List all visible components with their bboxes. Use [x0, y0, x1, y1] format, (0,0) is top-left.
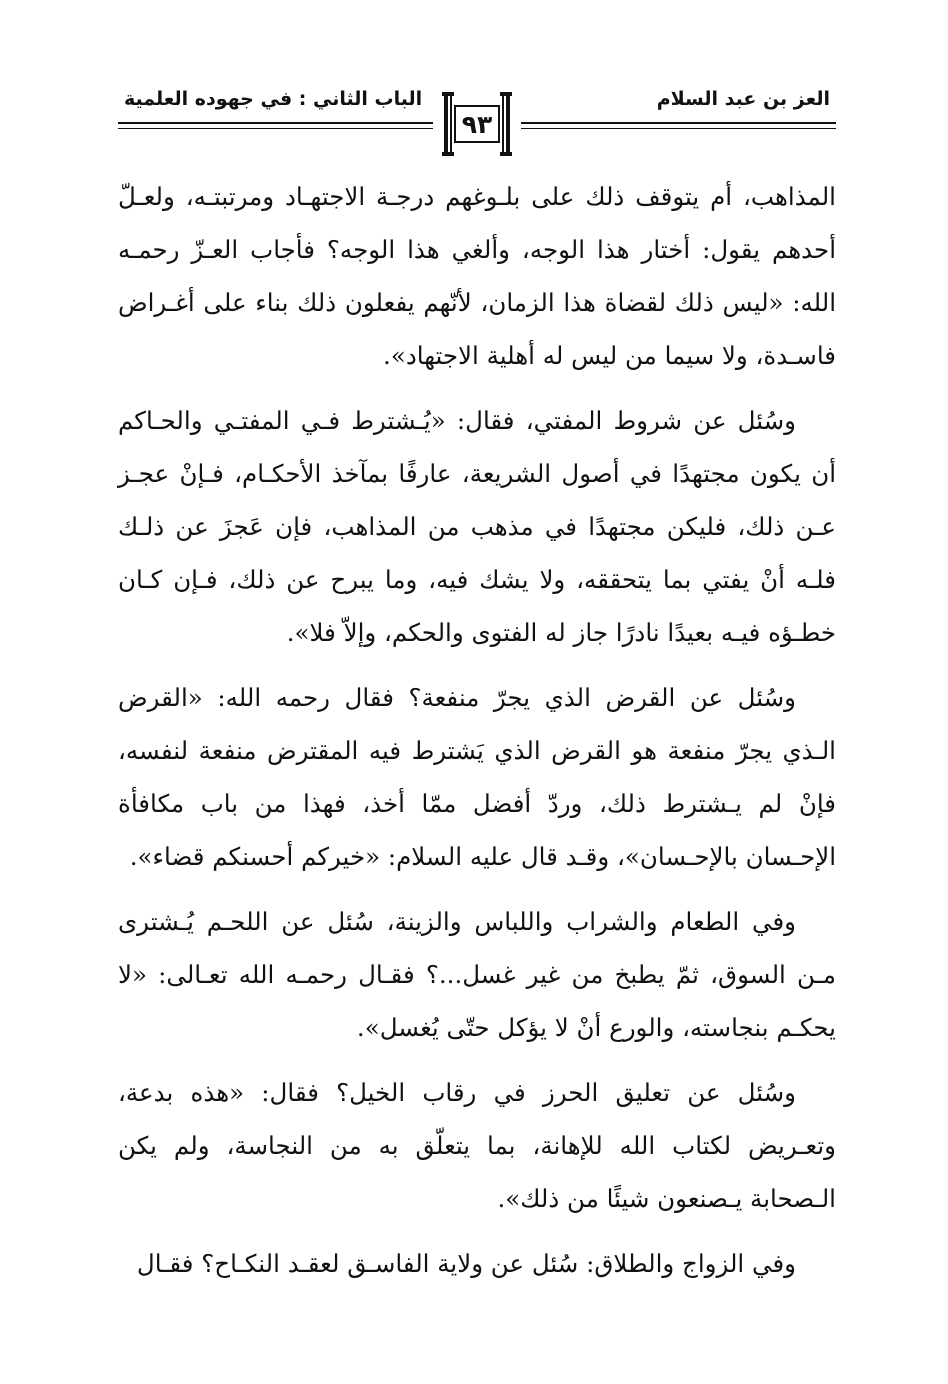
- paragraph-6: وفي الزواج والطلاق: سُئل عن ولاية الفاسـق لعقـد النكـاح؟ فقـال: [136, 1249, 796, 1278]
- header-chapter-title: الباب الثاني : في جهوده العلمية: [124, 88, 423, 110]
- running-header: [118, 84, 836, 164]
- paragraph-3: وسُئل عن القرض الذي يجرّ منفعة؟ فقال رحمه الله: «القرض الـذي يجرّ منفعة هو القرض الذي يَشترط فيه المقترض منفعة لنفسه، فإنْ لم يـشترط ذلك، وردّ أفضل ممّا أخذ، فهذا من باب مكافأة الإحـسان بالإحـسان»، وقـد قال عليه السلام: «خيركم أحسنكم قضاء».: [118, 683, 836, 871]
- paragraph-4: وفي الطعام والشراب واللباس والزينة، سُئل عن اللحـم يُـشترى مـن السوق، ثمّ يطبخ من غير غسل...؟ فقـال رحمـه الله تعـالى: «لا يحكـم بنجاسته، والورع أنْ لا يؤكل حتّى يُغسل».: [118, 907, 836, 1042]
- paragraph-1: المذاهب، أم يتوقف ذلك على بلـوغهم درجـة الاجتهـاد ومرتبتـه، ولعـلّ أحدهم يقول: أختار هذا الوجه، وألغي هذا الوجه؟ فأجاب العـزّ رحمـه الله: «ليس ذلك لقضاة هذا الزمان، لأنّهم يفعلون ذلك بناء على أغـراض فاسـدة، ولا سيما من ليس له أهلية الاجتهاد».: [118, 182, 836, 370]
- header-rule-right: [521, 122, 836, 129]
- page-number-frame: [441, 92, 513, 156]
- paragraph-2: وسُئل عن شروط المفتي، فقال: «يُـشترط فـي المفتـي والحـاكم أن يكون مجتهدًا في أصول الشريعة، عارفًا بمآخذ الأحكـام، فـإنْ عجـز عـن ذلك، فليكن مجتهدًا في مذهب من المذاهب، فإن عَجزَ عن ذلـك فلـه أنْ يفتي بما يتحققه، ولا يشك فيه، وما يبرح عن ذلك، فـإن كـان خطـؤه فيـه بعيدًا نادرًا جاز له الفتوى والحكم، وإلاّ فلا».: [118, 406, 836, 647]
- header-rule-left: [118, 122, 433, 129]
- page-body: [118, 170, 836, 1302]
- paragraph-5: وسُئل عن تعليق الحرز في رقاب الخيل؟ فقال: «هذه بدعة، وتعـريض لكتاب الله للإهانة، بما يتعلّق به من النجاسة، ولم يكن الـصحابة يـصنعون شيئًا من ذلك».: [118, 1078, 836, 1213]
- page-number: ٩٣: [461, 109, 493, 139]
- header-author: العز بن عبد السلام: [656, 88, 830, 110]
